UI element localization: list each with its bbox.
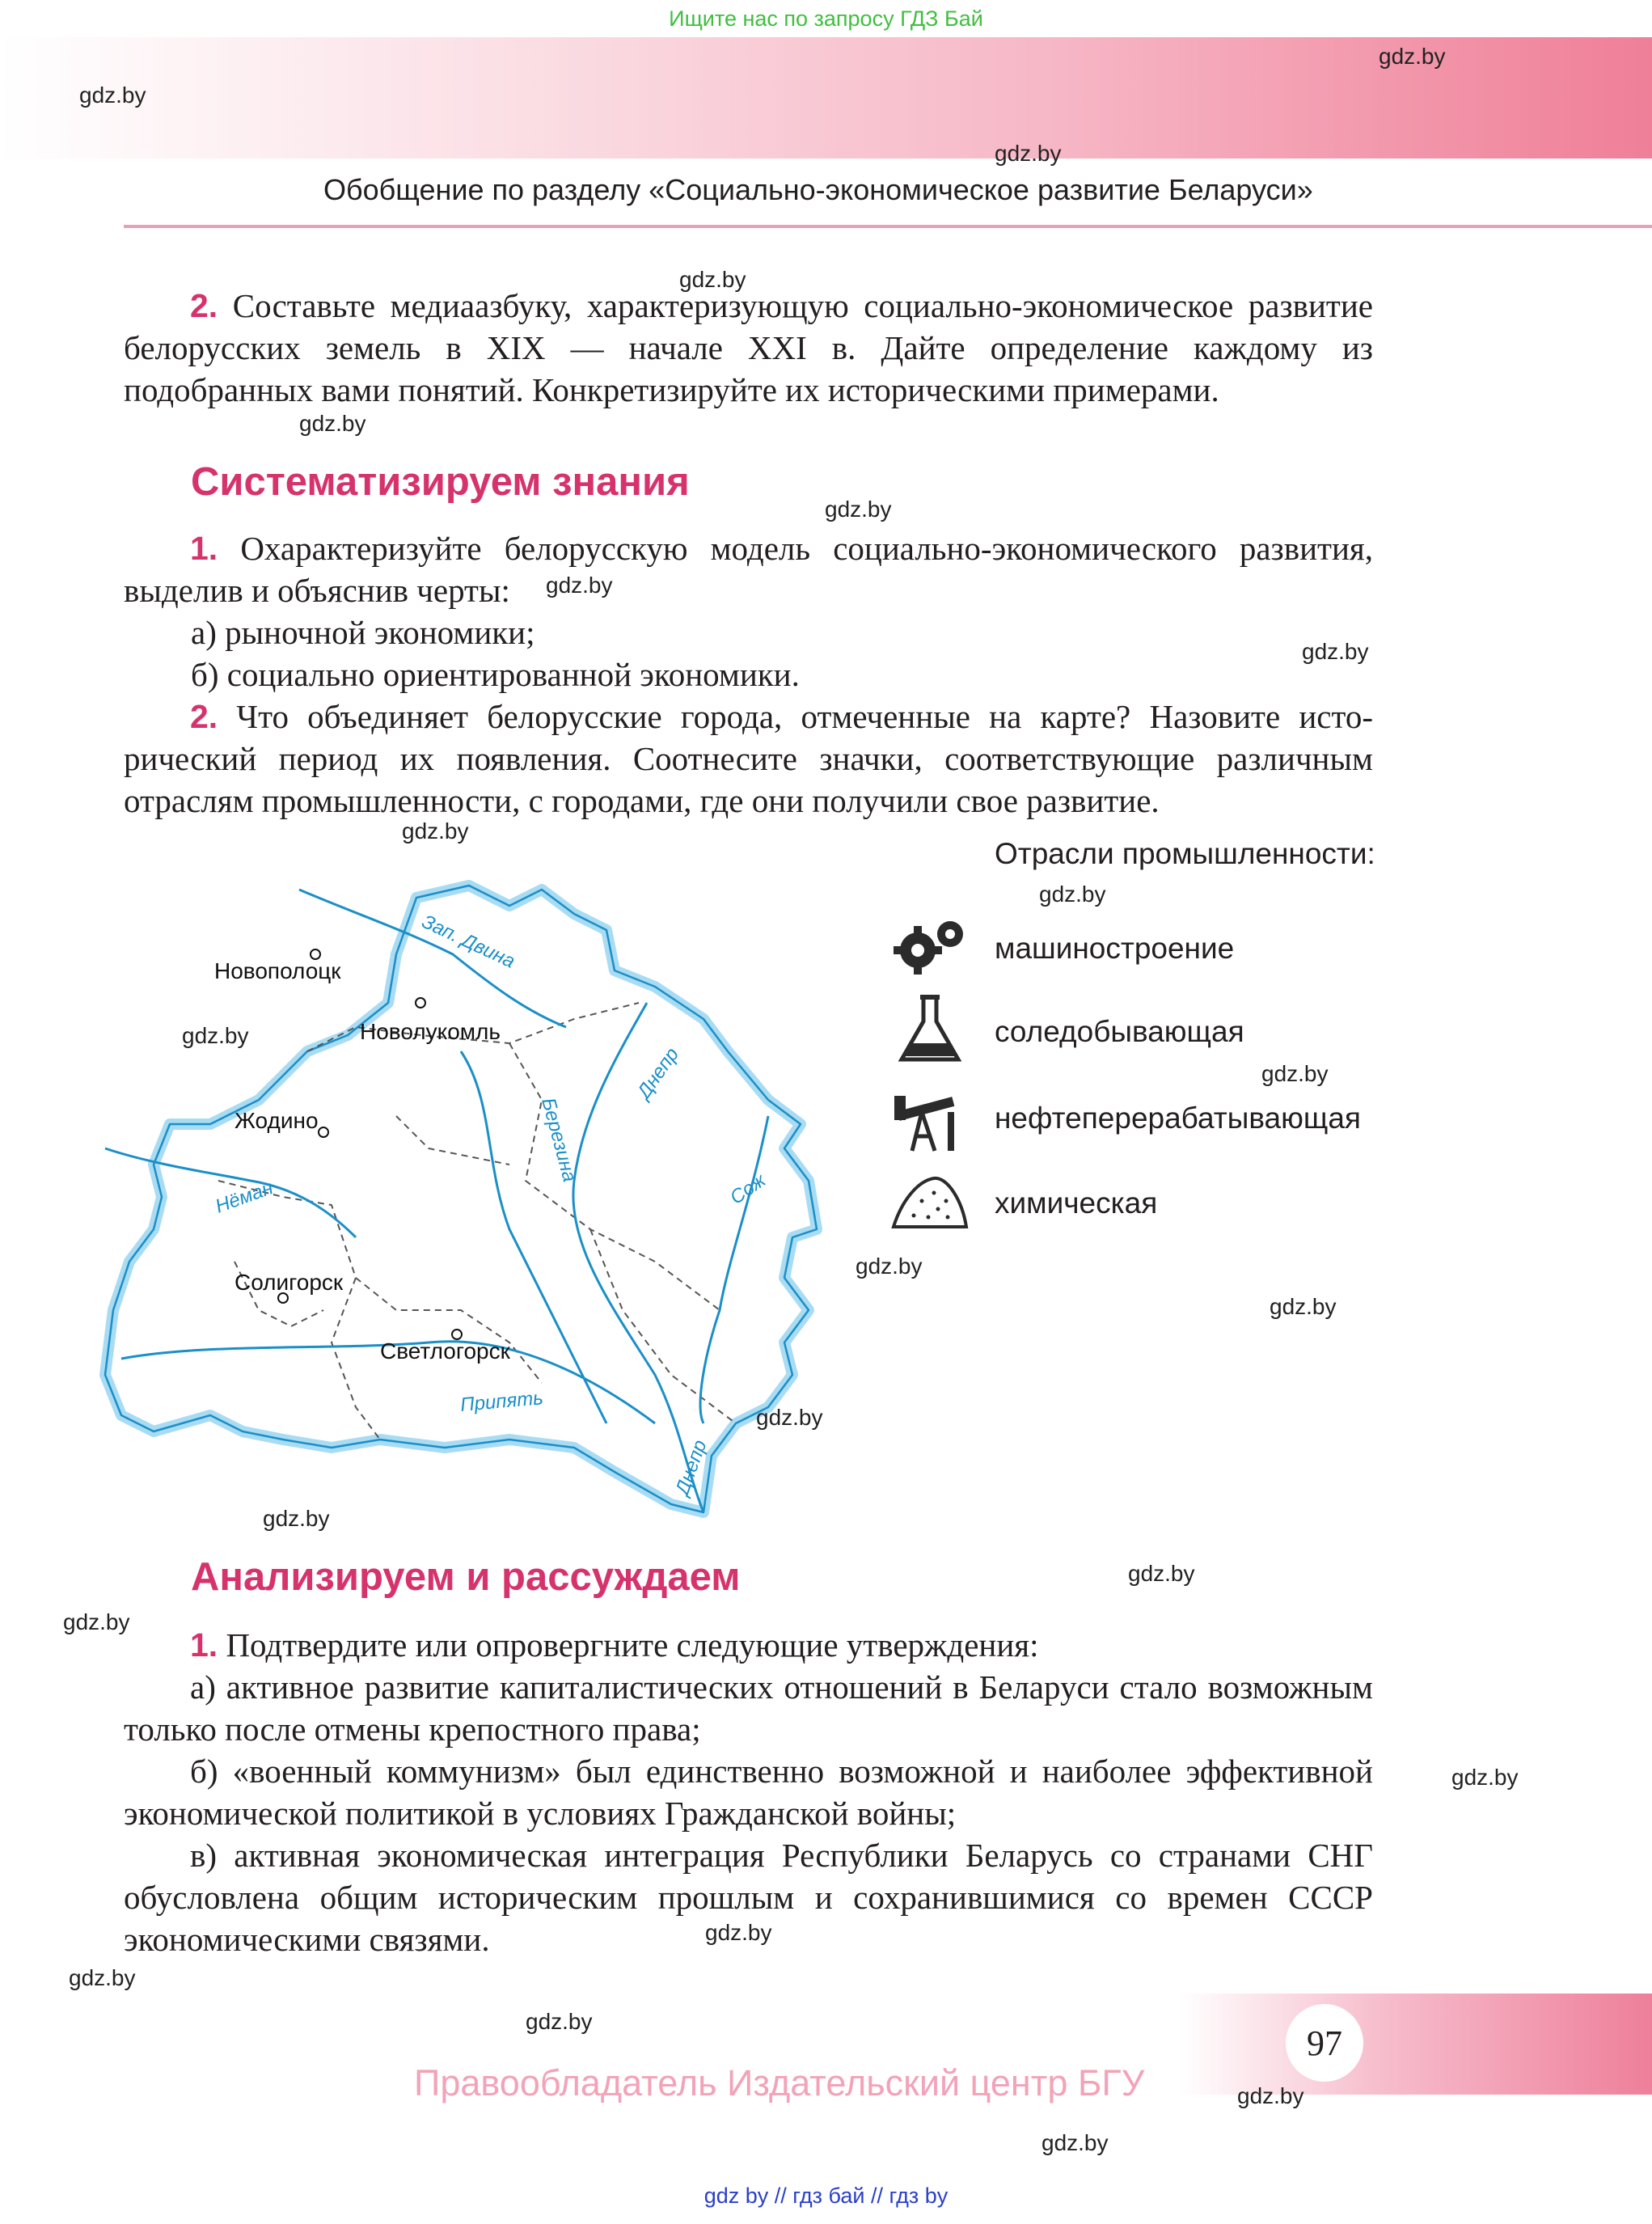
watermark: gdz.by <box>1039 882 1106 907</box>
watermark: gdz.by <box>1302 639 1369 664</box>
header-divider <box>124 225 1652 228</box>
footer-gradient <box>1181 1994 1652 2095</box>
systematize-task-1-b: б) социально ориентированной экономики. <box>191 656 800 693</box>
task-number: 1. <box>190 530 218 567</box>
city-label-soligorsk: Солигорск <box>234 1270 344 1295</box>
watermark: gdz.by <box>546 573 613 598</box>
legend-label: химическая <box>995 1186 1158 1220</box>
task-number: 2. <box>190 287 218 324</box>
legend-item-oil <box>889 1080 1361 1156</box>
watermark: gdz.by <box>299 411 366 436</box>
top-banner-text: Ищите нас по запросу ГДЗ Бай <box>669 6 983 31</box>
task-text: Подтвердите или опровергните следующие утверждения: <box>226 1626 1039 1664</box>
section-heading-systematize: Систематизируем знания <box>191 460 690 504</box>
task-number: 2. <box>190 698 218 735</box>
legend-item-salt <box>889 993 1244 1070</box>
systematize-task-2 <box>124 696 1373 822</box>
watermark: gdz.by <box>79 82 146 108</box>
watermark: gdz.by <box>756 1405 823 1430</box>
legend-item-machinery <box>889 914 1234 983</box>
watermark: gdz.by <box>995 141 1062 166</box>
flask-icon <box>889 993 970 1070</box>
section-heading-analyze: Анализируем и рассуждаем <box>191 1555 741 1599</box>
watermark: gdz.by <box>526 2009 593 2034</box>
river-label-sozh: Сож <box>725 1169 770 1209</box>
gears-icon <box>889 914 970 983</box>
analyze-item-b: б) «военный коммунизм» был единственно возможной и наиболее эффективной экономической политикой в условиях Гражданской войны; <box>124 1753 1373 1832</box>
watermark: gdz.by <box>1261 1061 1329 1086</box>
legend-item-chemical <box>889 1169 1157 1237</box>
legend-label: машиностроение <box>995 931 1235 965</box>
pile-icon <box>889 1169 970 1237</box>
systematize-task-1 <box>124 527 1373 611</box>
systematize-task-1-a: а) рыночной экономики; <box>191 614 535 651</box>
analyze-item-c: в) активная экономическая интеграция Республики Беларусь со странами СНГ обусловлена общим историческим прошлым и сохранившимися со времен СССР экономическими связями. <box>124 1837 1373 1958</box>
watermark: gdz.by <box>63 1609 130 1634</box>
legend-label: соледобывающая <box>995 1014 1244 1048</box>
city-label-novolukoml: Новолукомль <box>360 1019 501 1044</box>
top-banner <box>0 0 1652 37</box>
city-label-zhodino: Жодино <box>234 1108 319 1133</box>
page-number: 97 <box>1286 2004 1363 2082</box>
task-text: Что объединяет белорусские города, отмеченные на карте? Назовите исторический период их появления. Соотнесите значки, соответствующие различным отраслям промышленности, с городами, где они получили свое развитие. <box>124 698 1374 819</box>
city-label-novopolotsk: Новополоцк <box>214 958 341 983</box>
river-label-dnepr-south: Днепр <box>671 1437 712 1499</box>
watermark: gdz.by <box>69 1965 136 1990</box>
oil-pump-icon <box>889 1080 970 1156</box>
legend-title: Отрасли промышленности: <box>995 837 1375 870</box>
watermark: gdz.by <box>402 818 469 844</box>
watermark: gdz.by <box>705 1920 772 1945</box>
task-number: 1. <box>190 1626 218 1664</box>
watermark: gdz.by <box>825 497 892 522</box>
river-label-pripyat: Припять <box>459 1387 544 1416</box>
watermark: gdz.by <box>1237 2083 1304 2108</box>
task-text: Охарактеризуйте белорусскую модель социально-экономического развития, выделив и объяснив черты: <box>124 530 1374 609</box>
watermark: gdz.by <box>1270 1294 1337 1319</box>
river-label-neman: Нёман <box>212 1177 277 1218</box>
watermark: gdz.by <box>182 1023 249 1048</box>
river-label-dnepr-north: Днепр <box>632 1043 684 1103</box>
watermark: gdz.by <box>1379 44 1446 69</box>
river-label-berezina: Березина <box>537 1095 581 1185</box>
task-text: Составьте медиаазбуку, характеризующую социально-экономическое развитие белорусских земель в XIX — начале XXI в. Дайте определение каждому из подобранных вами понятий. Конкретизируйте их историческими примерами. <box>124 287 1373 408</box>
map-border <box>105 886 817 1512</box>
river-label-zap-dvina: Зап. Двина <box>418 910 518 973</box>
analyze-item-a: а) активное развитие капиталистических отношений в Беларуси стало возможным только после отмены крепостного права; <box>124 1668 1373 1748</box>
task-intro <box>124 285 1373 411</box>
watermark: gdz.by <box>856 1254 923 1279</box>
page-header-title: Обобщение по разделу «Социально-экономическое развитие Беларуси» <box>323 173 1313 206</box>
watermark: gdz.by <box>1041 2130 1109 2155</box>
city-label-svetlogorsk: Светлогорск <box>380 1338 510 1364</box>
watermark: gdz.by <box>1451 1765 1519 1790</box>
legend-label: нефтеперерабатывающая <box>995 1101 1361 1135</box>
bottom-links[interactable]: gdz by // гдз бай // гдз by <box>703 2184 949 2208</box>
analyze-task-1 <box>124 1624 1373 1666</box>
watermark: gdz.by <box>679 267 746 292</box>
watermark: gdz.by <box>263 1506 330 1531</box>
watermark: gdz.by <box>1128 1561 1195 1586</box>
rights-holder: Правообладатель Издательский центр БГУ <box>414 2062 1145 2103</box>
